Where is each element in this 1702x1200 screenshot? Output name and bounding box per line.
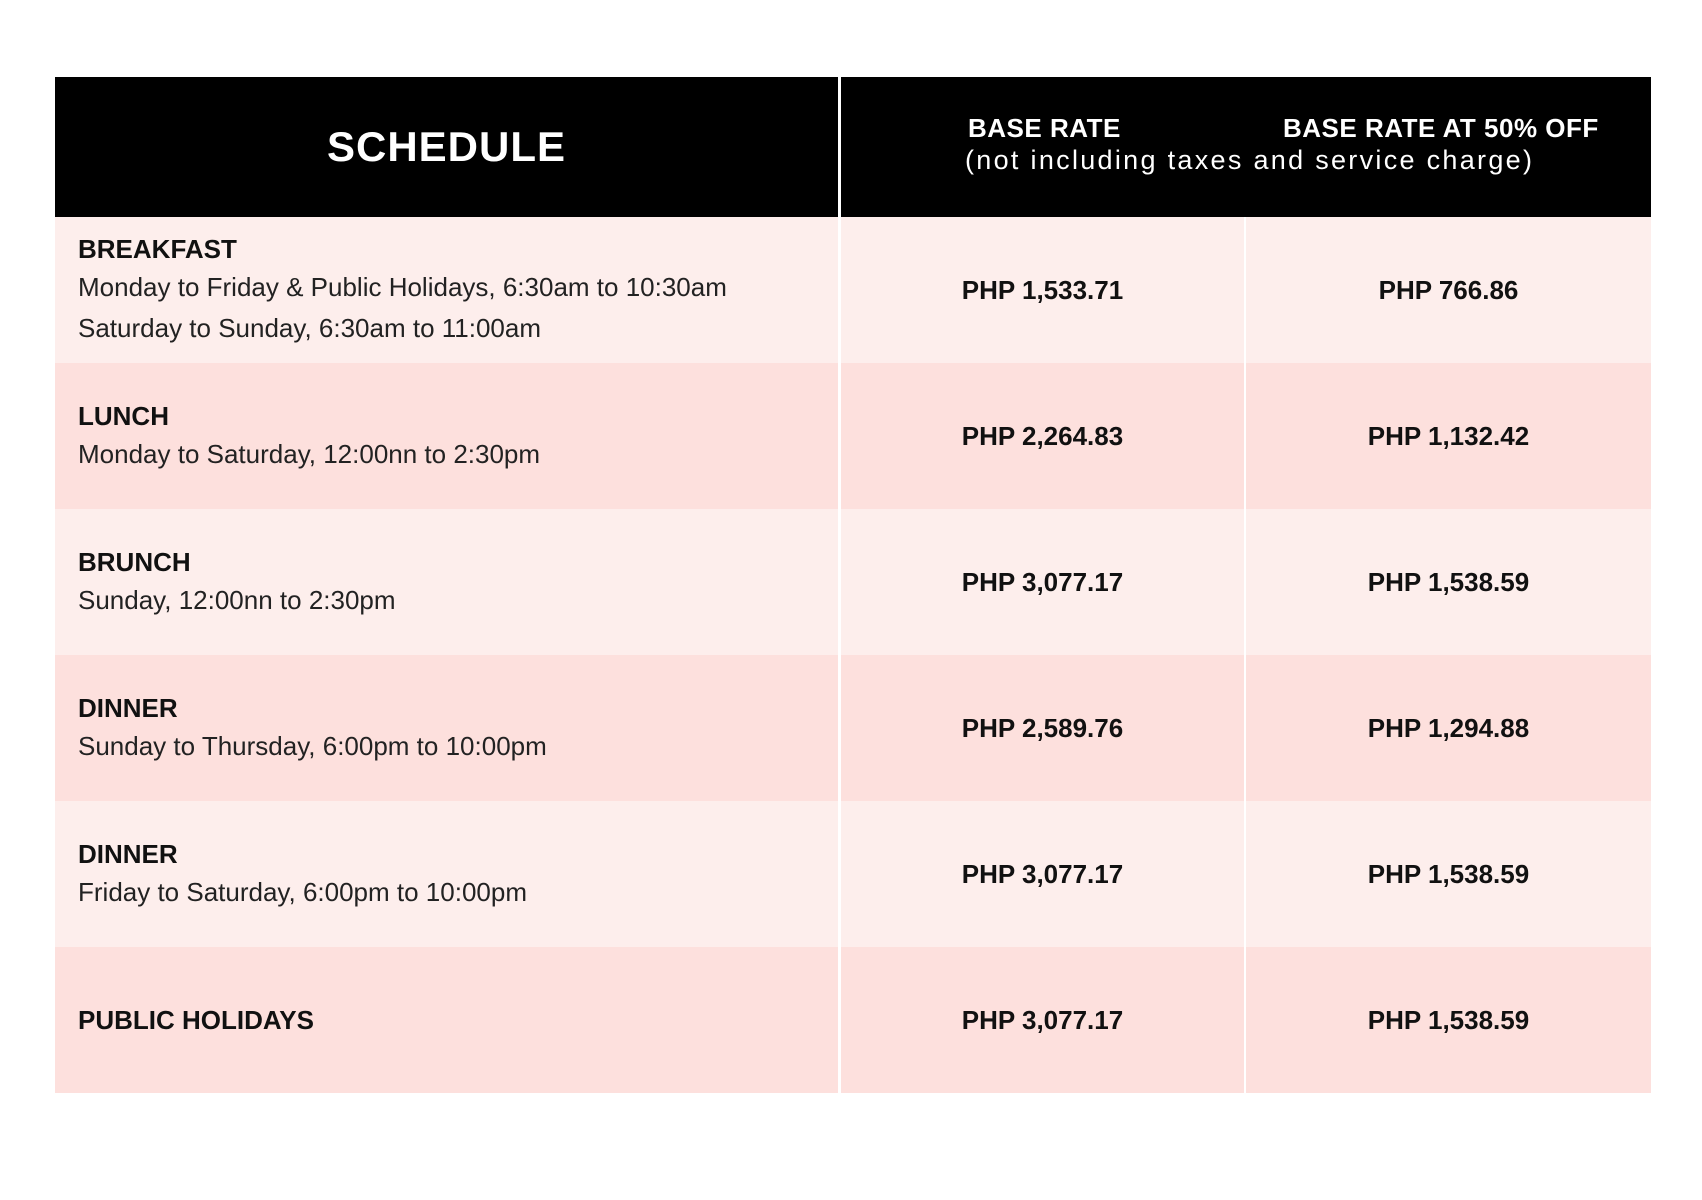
base-rate-cell: PHP 3,077.17: [841, 801, 1246, 947]
meal-time: Monday to Saturday, 12:00nn to 2:30pm: [78, 438, 541, 469]
meal-name: BRUNCH: [78, 546, 191, 577]
table-row: [55, 509, 1651, 655]
half-rate-cell: PHP 1,132.42: [1367, 420, 1530, 451]
table-row: [55, 217, 1651, 363]
meal-name: LUNCH: [78, 400, 169, 431]
meal-time: Friday to Saturday, 6:00pm to 10:00pm: [78, 876, 527, 907]
meal-time: Sunday, 12:00nn to 2:30pm: [78, 584, 396, 615]
table-row: [55, 947, 1651, 1093]
schedule-cell: [55, 217, 841, 363]
base-rate-cell: PHP 1,533.71: [841, 217, 1246, 363]
half-rate-header: BASE RATE AT 50% OFF: [1283, 113, 1599, 143]
half-rate-cell: PHP 766.86: [1378, 274, 1519, 305]
table-row: [55, 655, 1651, 801]
rate-note: (not including taxes and service charge): [965, 145, 1535, 175]
table-header: [55, 77, 1651, 217]
schedule-cell: [55, 947, 841, 1093]
meal-name: PUBLIC HOLIDAYS: [78, 1005, 314, 1035]
base-rate-cell: PHP 2,589.76: [841, 655, 1246, 801]
meal-time: Saturday to Sunday, 6:30am to 11:00am: [78, 313, 541, 343]
schedule-cell: [55, 509, 841, 655]
meal-name: DINNER: [78, 692, 178, 723]
meal-name: BREAKFAST: [78, 234, 237, 264]
table-row: [55, 363, 1651, 509]
base-rate-header: BASE RATE: [968, 113, 1121, 143]
meal-time: Sunday to Thursday, 6:00pm to 10:00pm: [78, 730, 547, 761]
half-rate-cell: PHP 1,538.59: [1367, 566, 1530, 597]
half-rate-cell: PHP 1,538.59: [1367, 1004, 1530, 1035]
base-rate-cell: PHP 2,264.83: [841, 363, 1246, 509]
schedule-cell: [55, 801, 841, 947]
table-row: [55, 801, 1651, 947]
rate-table: [55, 77, 1651, 1093]
meal-time: Monday to Friday & Public Holidays, 6:30am to 10:30am: [78, 272, 727, 302]
half-rate-cell: PHP 1,294.88: [1367, 712, 1530, 743]
rates-header: [841, 77, 1651, 217]
base-rate-cell: PHP 3,077.17: [841, 509, 1246, 655]
schedule-cell: [55, 655, 841, 801]
schedule-header: SCHEDULE: [55, 77, 841, 217]
meal-name: DINNER: [78, 838, 178, 869]
half-rate-cell: PHP 1,538.59: [1367, 858, 1530, 889]
schedule-cell: [55, 363, 841, 509]
base-rate-cell: PHP 3,077.17: [841, 947, 1246, 1093]
